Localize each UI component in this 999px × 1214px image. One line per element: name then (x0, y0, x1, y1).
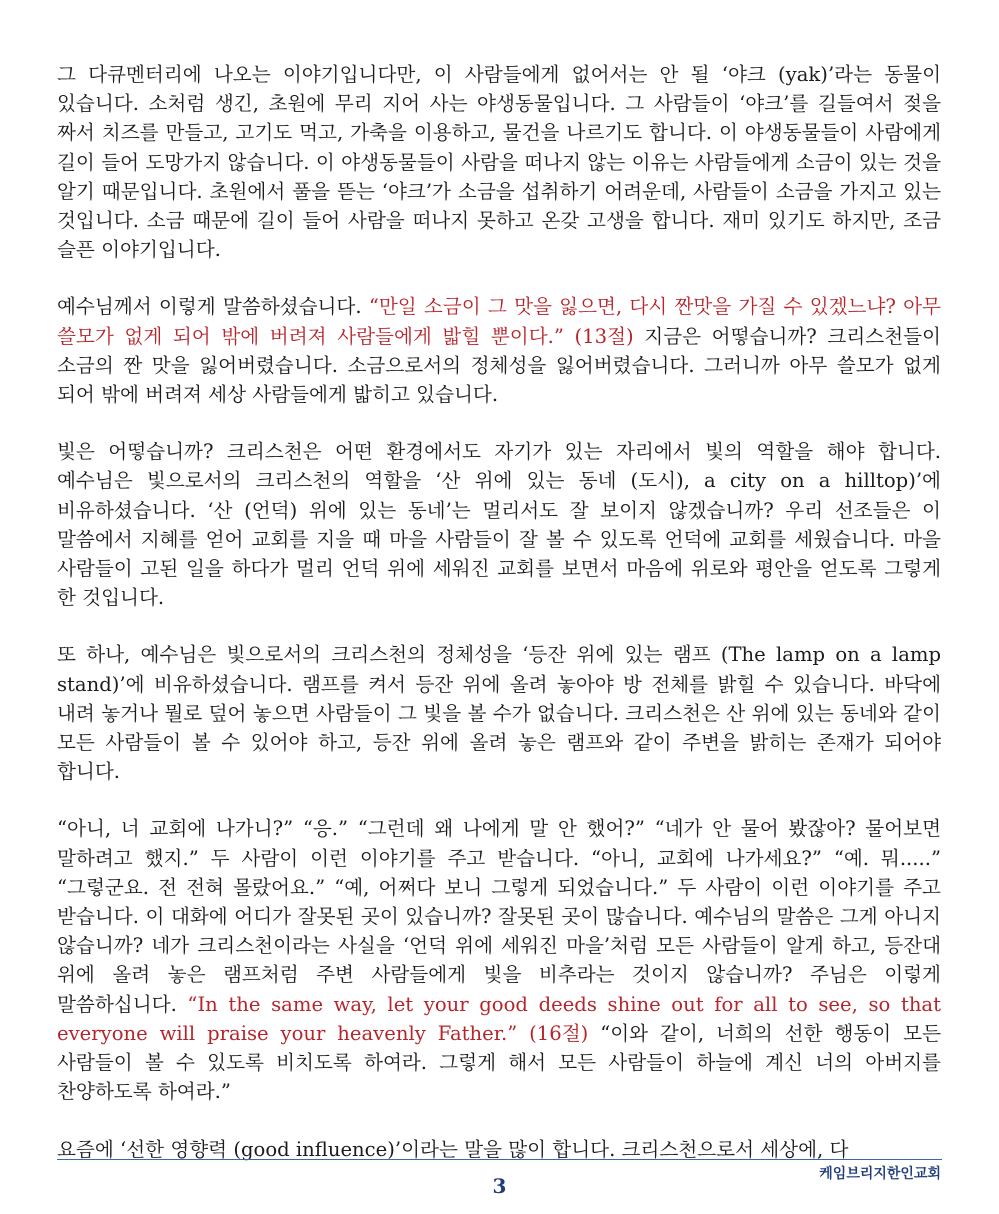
paragraph-text: 그 다큐멘터리에 나오는 이야기입니다만, 이 사람들에게 없어서는 안 될 ‘야크 (yak)’라는 동물이 있습니다. 소처럼 생긴, 초원에 무리 지어 사는 야생동물입니다. 그 사람들이 ‘야크’를 길들여서 젖을 짜서 치즈를 만들고, 고기도 먹고, 가축을 이용하고, 물건을 나르기도 합니다. 이 야생동물들이 사람에게 길이 들어 도망가지 않습니다. 이 야생동물들이 사람을 떠나지 않는 이유는 사람들에게 소금이 있는 것을 알기 때문입니다. 초원에서 풀을 뜯는 ‘야크’가 소금을 섭취하기 어려운데, 사람들이 소금을 가지고 있는 것입니다. 소금 때문에 길이 들어 사람을 떠나지 못하고 온갖 고생을 합니다. 재미 있기도 하지만, 조금 슬픈 이야기입니다. (57, 63, 941, 262)
paragraph-text: “아니, 너 교회에 나가니?” “응.” “그런데 왜 나에게 말 안 했어?” “네가 안 물어 봤잖아? 물어보면 말하려고 했지.” 두 사람이 이런 이야기를 주고 받습니다. “아니, 교회에 나가세요?” “예. 뭐.....” “그렇군요. 전 전혀 몰랐어요.” “예, 어쩌다 보니 그렇게 되었습니다.” 두 사람이 이런 이야기를 주고 받습니다. 이 대화에 어디가 잘못된 곳이 있습니까? 잘못된 곳이 많습니다. 예수님의 말씀은 그게 아니지 않습니까? 네가 크리스천이라는 사실을 ‘언덕 위에 세워진 마을’처럼 모든 사람들이 알게 하고, 등잔대 위에 올려 놓은 램프처럼 주변 사람들에게 빛을 비추라는 것이지 않습니까? 주님은 이렇게 말씀하십니다. (57, 817, 941, 1016)
scripture-quote-good-deeds: “In the same way, let your good deeds shine out for all to see, so that everyone will praise your heavenly Father.” (16절) (57, 992, 941, 1045)
body-text (57, 60, 941, 1192)
paragraph-text: 빛은 어떻습니까? 크리스천은 어떤 환경에서도 자기가 있는 자리에서 빛의 역할을 해야 합니다. 예수님은 빛으로서의 크리스천의 역할을 ‘산 위에 있는 동네 (도시), a city on a hilltop)’에 비유하셨습니다. ‘산 (언덕) 위에 있는 동네’는 멀리서도 잘 보이지 않겠습니까? 우리 선조들은 이 말씀에서 지혜를 얻어 교회를 지을 때 마을 사람들이 잘 볼 수 있도록 언덕에 교회를 세웠습니다. 마을 사람들이 고된 일을 하다가 멀리 언덕 위에 세워진 교회를 보면서 마음에 위로와 평안을 얻도록 그렇게 한 것입니다. (57, 440, 941, 610)
scripture-quote-salt: “만일 소금이 그 맛을 잃으면, 다시 짠맛을 가질 수 있겠느냐? 아무 쓸모가 없게 되어 밖에 버려져 사람들에게 밟힐 뿐이다.” (13절) (57, 295, 941, 348)
paragraph-text: 지금은 어떻습니까? 크리스천들이 소금의 짠 맛을 잃어버렸습니다. 소금으로서의 정체성을 잃어버렸습니다. 그러니까 아무 쓸모가 없게 되어 밖에 버려져 세상 사람들에게 밟히고 있습니다. (57, 324, 941, 407)
paragraph-lamp (57, 640, 941, 786)
paragraph-yak-story (57, 60, 941, 264)
paragraph-dialogue (57, 814, 941, 1106)
paragraph-light-city (57, 437, 941, 612)
footer-church-name: 케임브리지한인교회 (819, 1166, 941, 1182)
paragraph-text: 또 하나, 예수님은 빛으로서의 크리스천의 정체성을 ‘등잔 위에 있는 램프 (The lamp on a lamp stand)’에 비유하셨습니다. 램프를 켜서 등잔 위에 올려 놓아야 방 전체를 밝힐 수 있습니다. 바닥에 내려 놓거나 뭘로 덮어 놓으면 사람들이 그 빛을 볼 수가 없습니다. 크리스천은 산 위에 있는 동네와 같이 모든 사람들이 볼 수 있어야 하고, 등잔 위에 올려 놓은 램프와 같이 주변을 밝히는 존재가 되어야 합니다. (57, 643, 941, 784)
paragraph-salt (57, 292, 941, 409)
page-number: 3 (492, 1174, 507, 1198)
paragraph-text: 예수님께서 이렇게 말씀하셨습니다. (57, 295, 369, 319)
footer-divider (57, 1159, 942, 1160)
paragraph-text: “이와 같이, 너희의 선한 행동이 모든 사람들이 볼 수 있도록 비치도록 하여라. 그렇게 해서 모든 사람들이 하늘에 계신 너의 아버지를 찬양하도록 하여라.” (57, 1021, 941, 1104)
paragraph-text: 요즘에 ‘선한 영향력 (good influence)’이라는 말을 많이 합니다. 크리스천으로서 세상에, 다 (57, 1137, 849, 1161)
